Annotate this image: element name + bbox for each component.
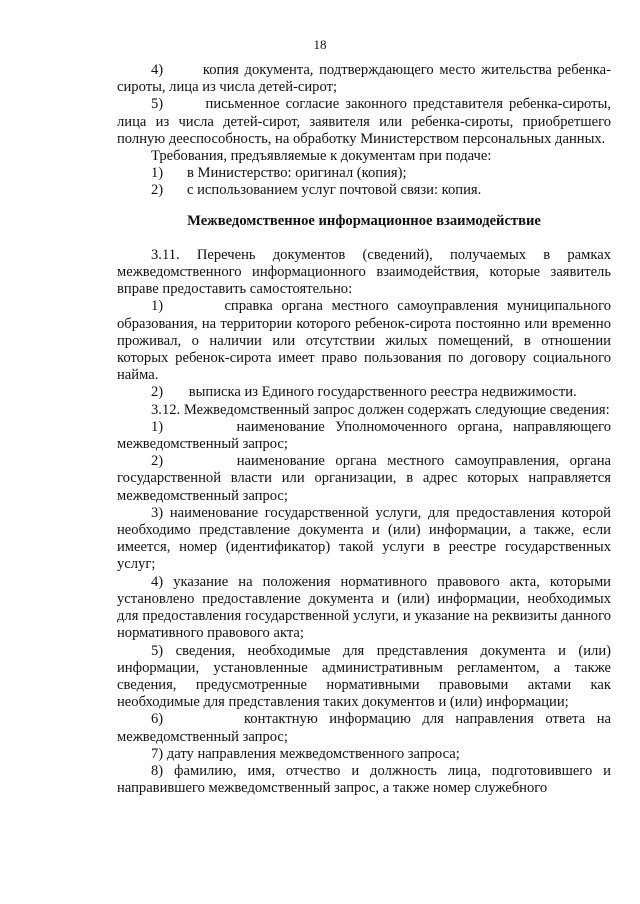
list-item-text: с использованием услуг почтовой связи: копия. (187, 182, 482, 199)
paragraph: 2) выписка из Единого государственного реестра недвижимости. (151, 384, 577, 401)
paragraph: 2) наименование органа местного самоуправления, органа государственной власти или организации, в адрес которых направляется межведомственный запрос; (117, 453, 611, 504)
list-item (117, 182, 611, 199)
section-heading: Межведомственное информационное взаимодействие (187, 212, 541, 229)
list-item-text: в Министерство: оригинал (копия); (187, 165, 407, 182)
list-item-number: 2) (151, 182, 164, 199)
paragraph: 5) сведения, необходимые для представления документа и (или) информации, установленные административным регламентом, а также сведения, предусмотренные нормативными правовыми актами как необходимые для представления таких документов и (или) информации; (117, 642, 611, 711)
paragraph: 6) контактную информацию для направления ответа на межведомственный запрос; (117, 711, 611, 745)
page-number: 18 (313, 37, 327, 52)
paragraph: Требования, предъявляемые к документам при подаче: (151, 148, 492, 165)
paragraph: 3.11. Перечень документов (сведений), получаемых в рамках межведомственного информационного взаимодействия, которые заявитель вправе предоставить самостоятельно: (117, 246, 611, 298)
list-item-number: 1) (151, 165, 164, 182)
paragraph: 8) фамилию, имя, отчество и должность лица, подготовившего и направившего межведомственный запрос, а также номер служебного (117, 762, 611, 797)
paragraph: 3.12. Межведомственный запрос должен содержать следующие сведения: (151, 401, 610, 418)
list-item (117, 165, 611, 182)
paragraph: 7) дату направления межведомственного запроса; (151, 745, 460, 762)
paragraph: 4) указание на положения нормативного правового акта, которыми установлено предоставление документа и (или) информации, необходимых для предоставления государственной услуги, и указание на реквизиты данного нормативного правового акта; (117, 573, 611, 642)
paragraph: 3) наименование государственной услуги, для предоставления которой необходимо представление документа и (или) информации, а также, если имеется, номер (идентификатор) такой услуги в реестре государственных услуг; (117, 504, 611, 573)
document-body (117, 62, 611, 797)
paragraph: 1) справка органа местного самоуправления муниципального образования, на территории которого ребенок-сирота постоянно или временно проживал, о наличии или отсутствии жилых помещений, в отношении которых ребенок-сирота имеет право пользования по договору социального найма. (117, 298, 611, 384)
paragraph: 1) наименование Уполномоченного органа, направляющего межведомственный запрос; (117, 418, 611, 453)
paragraph: 4) копия документа, подтверждающего место жительства ребенка-сироты, лица из числа детей-сирот; (117, 62, 611, 96)
paragraph: 5) письменное согласие законного представителя ребенка-сироты, лица из числа детей-сирот, заявителя или ребенка-сироты, приобретшего полную дееспособность, на обработку Министерством персональных данных. (117, 96, 611, 147)
